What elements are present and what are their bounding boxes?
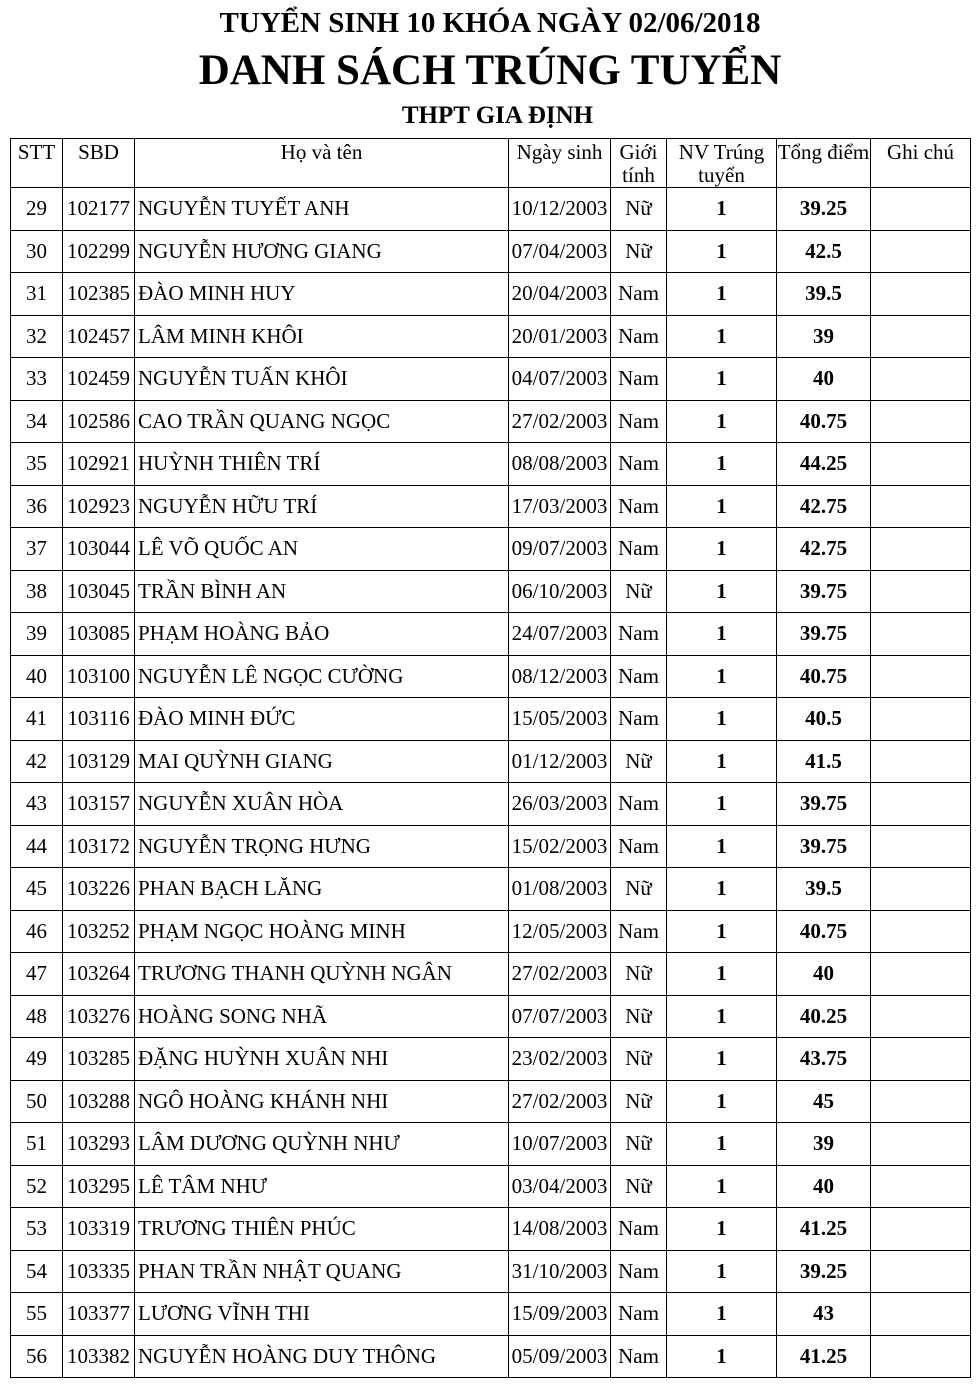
cell-sbd: 103100: [63, 655, 135, 698]
cell-nv: 1: [667, 443, 777, 486]
cell-sbd: 103045: [63, 570, 135, 613]
cell-stt: 50: [11, 1080, 63, 1123]
cell-name: ĐÀO MINH ĐỨC: [135, 698, 509, 741]
cell-name: LƯƠNG VĨNH THI: [135, 1293, 509, 1336]
cell-score: 41.5: [777, 740, 871, 783]
table-header-row: [11, 139, 971, 188]
cell-sbd: 103335: [63, 1250, 135, 1293]
cell-score: 41.25: [777, 1335, 871, 1378]
cell-score: 39.75: [777, 825, 871, 868]
table-row: [11, 868, 971, 911]
cell-score: 39.5: [777, 273, 871, 316]
table-row: [11, 1080, 971, 1123]
cell-nv: 1: [667, 1165, 777, 1208]
cell-sex: Nam: [611, 400, 667, 443]
table-row: [11, 613, 971, 656]
cell-nv: 1: [667, 315, 777, 358]
cell-sbd: 103085: [63, 613, 135, 656]
cell-note: [871, 1080, 971, 1123]
cell-name: LÊ TÂM NHƯ: [135, 1165, 509, 1208]
cell-dob: 04/07/2003: [509, 358, 611, 401]
cell-dob: 06/10/2003: [509, 570, 611, 613]
cell-note: [871, 570, 971, 613]
cell-stt: 56: [11, 1335, 63, 1378]
cell-note: [871, 995, 971, 1038]
header-name: Họ và tên: [135, 139, 509, 188]
cell-score: 42.75: [777, 528, 871, 571]
cell-sbd: 102459: [63, 358, 135, 401]
header-dob: Ngày sinh: [509, 139, 611, 188]
cell-dob: 07/07/2003: [509, 995, 611, 1038]
cell-dob: 01/08/2003: [509, 868, 611, 911]
cell-dob: 15/09/2003: [509, 1293, 611, 1336]
cell-score: 44.25: [777, 443, 871, 486]
cell-sbd: 103226: [63, 868, 135, 911]
cell-name: TRƯƠNG THANH QUỲNH NGÂN: [135, 953, 509, 996]
cell-sex: Nữ: [611, 953, 667, 996]
cell-sex: Nữ: [611, 868, 667, 911]
exam-title: TUYỂN SINH 10 KHÓA NGÀY 02/06/2018: [219, 7, 761, 39]
cell-nv: 1: [667, 655, 777, 698]
cell-dob: 20/01/2003: [509, 315, 611, 358]
cell-stt: 53: [11, 1208, 63, 1251]
table-row: [11, 1165, 971, 1208]
cell-nv: 1: [667, 868, 777, 911]
cell-name: LÊ VÕ QUỐC AN: [135, 528, 509, 571]
cell-sex: Nữ: [611, 188, 667, 231]
cell-score: 39.75: [777, 570, 871, 613]
cell-dob: 03/04/2003: [509, 1165, 611, 1208]
header-stt: STT: [11, 139, 63, 188]
cell-note: [871, 1165, 971, 1208]
cell-dob: 08/12/2003: [509, 655, 611, 698]
cell-score: 39.25: [777, 188, 871, 231]
cell-nv: 1: [667, 528, 777, 571]
cell-name: LÂM MINH KHÔI: [135, 315, 509, 358]
cell-dob: 17/03/2003: [509, 485, 611, 528]
cell-note: [871, 1293, 971, 1336]
cell-nv: 1: [667, 273, 777, 316]
cell-note: [871, 230, 971, 273]
table-row: [11, 953, 971, 996]
cell-sbd: 103295: [63, 1165, 135, 1208]
cell-score: 40.25: [777, 995, 871, 1038]
cell-stt: 51: [11, 1123, 63, 1166]
table-body: [11, 188, 971, 1378]
cell-note: [871, 740, 971, 783]
cell-note: [871, 443, 971, 486]
cell-dob: 23/02/2003: [509, 1038, 611, 1081]
cell-sex: Nam: [611, 825, 667, 868]
cell-note: [871, 1038, 971, 1081]
cell-dob: 27/02/2003: [509, 953, 611, 996]
cell-sbd: 102586: [63, 400, 135, 443]
cell-dob: 15/05/2003: [509, 698, 611, 741]
table-row: [11, 1208, 971, 1251]
cell-stt: 36: [11, 485, 63, 528]
cell-sex: Nam: [611, 315, 667, 358]
cell-name: NGUYỄN TRỌNG HƯNG: [135, 825, 509, 868]
cell-name: NGUYỄN TUYẾT ANH: [135, 188, 509, 231]
cell-sex: Nam: [611, 1208, 667, 1251]
cell-dob: 05/09/2003: [509, 1335, 611, 1378]
cell-note: [871, 273, 971, 316]
cell-note: [871, 188, 971, 231]
cell-stt: 42: [11, 740, 63, 783]
header-nv: NV Trúng tuyển: [667, 139, 777, 188]
cell-name: TRẦN BÌNH AN: [135, 570, 509, 613]
cell-nv: 1: [667, 485, 777, 528]
cell-dob: 08/08/2003: [509, 443, 611, 486]
cell-name: HUỲNH THIÊN TRÍ: [135, 443, 509, 486]
cell-name: TRƯƠNG THIÊN PHÚC: [135, 1208, 509, 1251]
table-row: [11, 273, 971, 316]
cell-score: 43.75: [777, 1038, 871, 1081]
cell-nv: 1: [667, 1123, 777, 1166]
cell-nv: 1: [667, 825, 777, 868]
cell-nv: 1: [667, 1038, 777, 1081]
cell-dob: 26/03/2003: [509, 783, 611, 826]
cell-sbd: 103319: [63, 1208, 135, 1251]
table-row: [11, 230, 971, 273]
cell-nv: 1: [667, 698, 777, 741]
cell-note: [871, 868, 971, 911]
cell-name: NGUYỄN HOÀNG DUY THÔNG: [135, 1335, 509, 1378]
cell-name: ĐẶNG HUỲNH XUÂN NHI: [135, 1038, 509, 1081]
cell-sex: Nữ: [611, 1123, 667, 1166]
cell-nv: 1: [667, 953, 777, 996]
table-row: [11, 528, 971, 571]
cell-dob: 20/04/2003: [509, 273, 611, 316]
cell-score: 42.75: [777, 485, 871, 528]
table-row: [11, 485, 971, 528]
cell-note: [871, 315, 971, 358]
table-row: [11, 740, 971, 783]
cell-sex: Nữ: [611, 1165, 667, 1208]
cell-note: [871, 825, 971, 868]
cell-name: HOÀNG SONG NHÃ: [135, 995, 509, 1038]
table-row: [11, 188, 971, 231]
cell-sex: Nữ: [611, 570, 667, 613]
cell-dob: 12/05/2003: [509, 910, 611, 953]
cell-note: [871, 1250, 971, 1293]
header-note: Ghi chú: [871, 139, 971, 188]
cell-name: PHẠM HOÀNG BẢO: [135, 613, 509, 656]
cell-sex: Nam: [611, 485, 667, 528]
cell-nv: 1: [667, 400, 777, 443]
cell-score: 39.75: [777, 783, 871, 826]
cell-sex: Nam: [611, 1250, 667, 1293]
cell-name: NGUYỄN TUẤN KHÔI: [135, 358, 509, 401]
cell-sex: Nam: [611, 1293, 667, 1336]
cell-sbd: 102457: [63, 315, 135, 358]
cell-dob: 09/07/2003: [509, 528, 611, 571]
cell-dob: 10/12/2003: [509, 188, 611, 231]
cell-stt: 30: [11, 230, 63, 273]
cell-nv: 1: [667, 1335, 777, 1378]
cell-stt: 34: [11, 400, 63, 443]
cell-sex: Nam: [611, 698, 667, 741]
cell-sbd: 102921: [63, 443, 135, 486]
cell-score: 41.25: [777, 1208, 871, 1251]
cell-dob: 27/02/2003: [509, 400, 611, 443]
cell-sbd: 103264: [63, 953, 135, 996]
cell-name: LÂM DƯƠNG QUỲNH NHƯ: [135, 1123, 509, 1166]
cell-stt: 33: [11, 358, 63, 401]
cell-dob: 07/04/2003: [509, 230, 611, 273]
table-row: [11, 910, 971, 953]
cell-stt: 49: [11, 1038, 63, 1081]
cell-sbd: 103285: [63, 1038, 135, 1081]
cell-dob: 15/02/2003: [509, 825, 611, 868]
cell-name: NGUYỄN LÊ NGỌC CƯỜNG: [135, 655, 509, 698]
cell-dob: 31/10/2003: [509, 1250, 611, 1293]
cell-nv: 1: [667, 995, 777, 1038]
cell-sbd: 103377: [63, 1293, 135, 1336]
cell-sbd: 103382: [63, 1335, 135, 1378]
cell-sbd: 103157: [63, 783, 135, 826]
cell-sex: Nam: [611, 655, 667, 698]
cell-sex: Nam: [611, 910, 667, 953]
cell-sex: Nữ: [611, 230, 667, 273]
cell-dob: 24/07/2003: [509, 613, 611, 656]
table-row: [11, 698, 971, 741]
cell-sbd: 103293: [63, 1123, 135, 1166]
cell-stt: 38: [11, 570, 63, 613]
cell-score: 40: [777, 953, 871, 996]
cell-score: 39: [777, 1123, 871, 1166]
cell-score: 40.75: [777, 655, 871, 698]
cell-dob: 01/12/2003: [509, 740, 611, 783]
cell-note: [871, 655, 971, 698]
cell-name: PHẠM NGỌC HOÀNG MINH: [135, 910, 509, 953]
cell-sex: Nam: [611, 443, 667, 486]
table-row: [11, 358, 971, 401]
cell-note: [871, 1335, 971, 1378]
table-row: [11, 783, 971, 826]
cell-stt: 35: [11, 443, 63, 486]
cell-stt: 48: [11, 995, 63, 1038]
cell-nv: 1: [667, 1293, 777, 1336]
cell-nv: 1: [667, 1208, 777, 1251]
cell-sbd: 102177: [63, 188, 135, 231]
table-row: [11, 1250, 971, 1293]
cell-name: MAI QUỲNH GIANG: [135, 740, 509, 783]
cell-sex: Nữ: [611, 995, 667, 1038]
table-row: [11, 825, 971, 868]
cell-stt: 52: [11, 1165, 63, 1208]
admission-table: [10, 138, 971, 1378]
cell-sbd: 103129: [63, 740, 135, 783]
cell-note: [871, 910, 971, 953]
cell-nv: 1: [667, 188, 777, 231]
cell-note: [871, 400, 971, 443]
cell-stt: 54: [11, 1250, 63, 1293]
table-row: [11, 995, 971, 1038]
cell-sex: Nam: [611, 358, 667, 401]
cell-stt: 29: [11, 188, 63, 231]
cell-name: ĐÀO MINH HUY: [135, 273, 509, 316]
cell-note: [871, 613, 971, 656]
cell-sbd: 102299: [63, 230, 135, 273]
cell-sbd: 103288: [63, 1080, 135, 1123]
cell-sex: Nam: [611, 528, 667, 571]
cell-stt: 44: [11, 825, 63, 868]
cell-sbd: 103252: [63, 910, 135, 953]
cell-sbd: 102385: [63, 273, 135, 316]
cell-dob: 27/02/2003: [509, 1080, 611, 1123]
cell-sbd: 103044: [63, 528, 135, 571]
cell-name: NGÔ HOÀNG KHÁNH NHI: [135, 1080, 509, 1123]
header-sex: Giới tính: [611, 139, 667, 188]
table-row: [11, 1123, 971, 1166]
cell-sbd: 103172: [63, 825, 135, 868]
cell-note: [871, 485, 971, 528]
cell-stt: 39: [11, 613, 63, 656]
cell-score: 40.75: [777, 910, 871, 953]
cell-nv: 1: [667, 358, 777, 401]
table-row: [11, 315, 971, 358]
list-title: DANH SÁCH TRÚNG TUYỂN: [198, 47, 782, 94]
cell-sbd: 103276: [63, 995, 135, 1038]
cell-stt: 32: [11, 315, 63, 358]
cell-note: [871, 783, 971, 826]
cell-sbd: 103116: [63, 698, 135, 741]
cell-dob: 10/07/2003: [509, 1123, 611, 1166]
cell-stt: 31: [11, 273, 63, 316]
cell-sex: Nam: [611, 1335, 667, 1378]
cell-name: NGUYỄN HƯƠNG GIANG: [135, 230, 509, 273]
cell-nv: 1: [667, 613, 777, 656]
cell-nv: 1: [667, 740, 777, 783]
cell-dob: 14/08/2003: [509, 1208, 611, 1251]
cell-nv: 1: [667, 910, 777, 953]
cell-stt: 55: [11, 1293, 63, 1336]
cell-stt: 41: [11, 698, 63, 741]
cell-nv: 1: [667, 1250, 777, 1293]
cell-score: 39: [777, 315, 871, 358]
cell-note: [871, 528, 971, 571]
cell-stt: 46: [11, 910, 63, 953]
table-row: [11, 400, 971, 443]
cell-score: 45: [777, 1080, 871, 1123]
cell-score: 39.5: [777, 868, 871, 911]
table-row: [11, 570, 971, 613]
cell-score: 40.5: [777, 698, 871, 741]
cell-nv: 1: [667, 1080, 777, 1123]
cell-score: 40: [777, 1165, 871, 1208]
cell-nv: 1: [667, 570, 777, 613]
cell-name: CAO TRẦN QUANG NGỌC: [135, 400, 509, 443]
cell-sex: Nam: [611, 273, 667, 316]
cell-sbd: 102923: [63, 485, 135, 528]
cell-note: [871, 953, 971, 996]
cell-stt: 43: [11, 783, 63, 826]
cell-note: [871, 358, 971, 401]
cell-nv: 1: [667, 230, 777, 273]
table-row: [11, 1293, 971, 1336]
table-row: [11, 1038, 971, 1081]
cell-sex: Nam: [611, 613, 667, 656]
cell-name: PHAN BẠCH LĂNG: [135, 868, 509, 911]
cell-stt: 40: [11, 655, 63, 698]
cell-score: 43: [777, 1293, 871, 1336]
table-row: [11, 655, 971, 698]
cell-name: NGUYỄN HỮU TRÍ: [135, 485, 509, 528]
cell-note: [871, 1208, 971, 1251]
cell-note: [871, 698, 971, 741]
cell-stt: 47: [11, 953, 63, 996]
cell-sex: Nữ: [611, 1080, 667, 1123]
cell-stt: 37: [11, 528, 63, 571]
cell-sex: Nữ: [611, 1038, 667, 1081]
cell-sex: Nam: [611, 783, 667, 826]
cell-score: 40: [777, 358, 871, 401]
cell-score: 39.75: [777, 613, 871, 656]
header-sbd: SBD: [63, 139, 135, 188]
school-name: THPT GIA ĐỊNH: [401, 102, 594, 129]
cell-sex: Nữ: [611, 740, 667, 783]
table-row: [11, 443, 971, 486]
cell-name: PHAN TRẦN NHẬT QUANG: [135, 1250, 509, 1293]
cell-note: [871, 1123, 971, 1166]
cell-name: NGUYỄN XUÂN HÒA: [135, 783, 509, 826]
cell-score: 40.75: [777, 400, 871, 443]
header-score: Tổng điểm: [777, 139, 871, 188]
table-row: [11, 1335, 971, 1378]
cell-nv: 1: [667, 783, 777, 826]
cell-stt: 45: [11, 868, 63, 911]
cell-score: 42.5: [777, 230, 871, 273]
cell-score: 39.25: [777, 1250, 871, 1293]
